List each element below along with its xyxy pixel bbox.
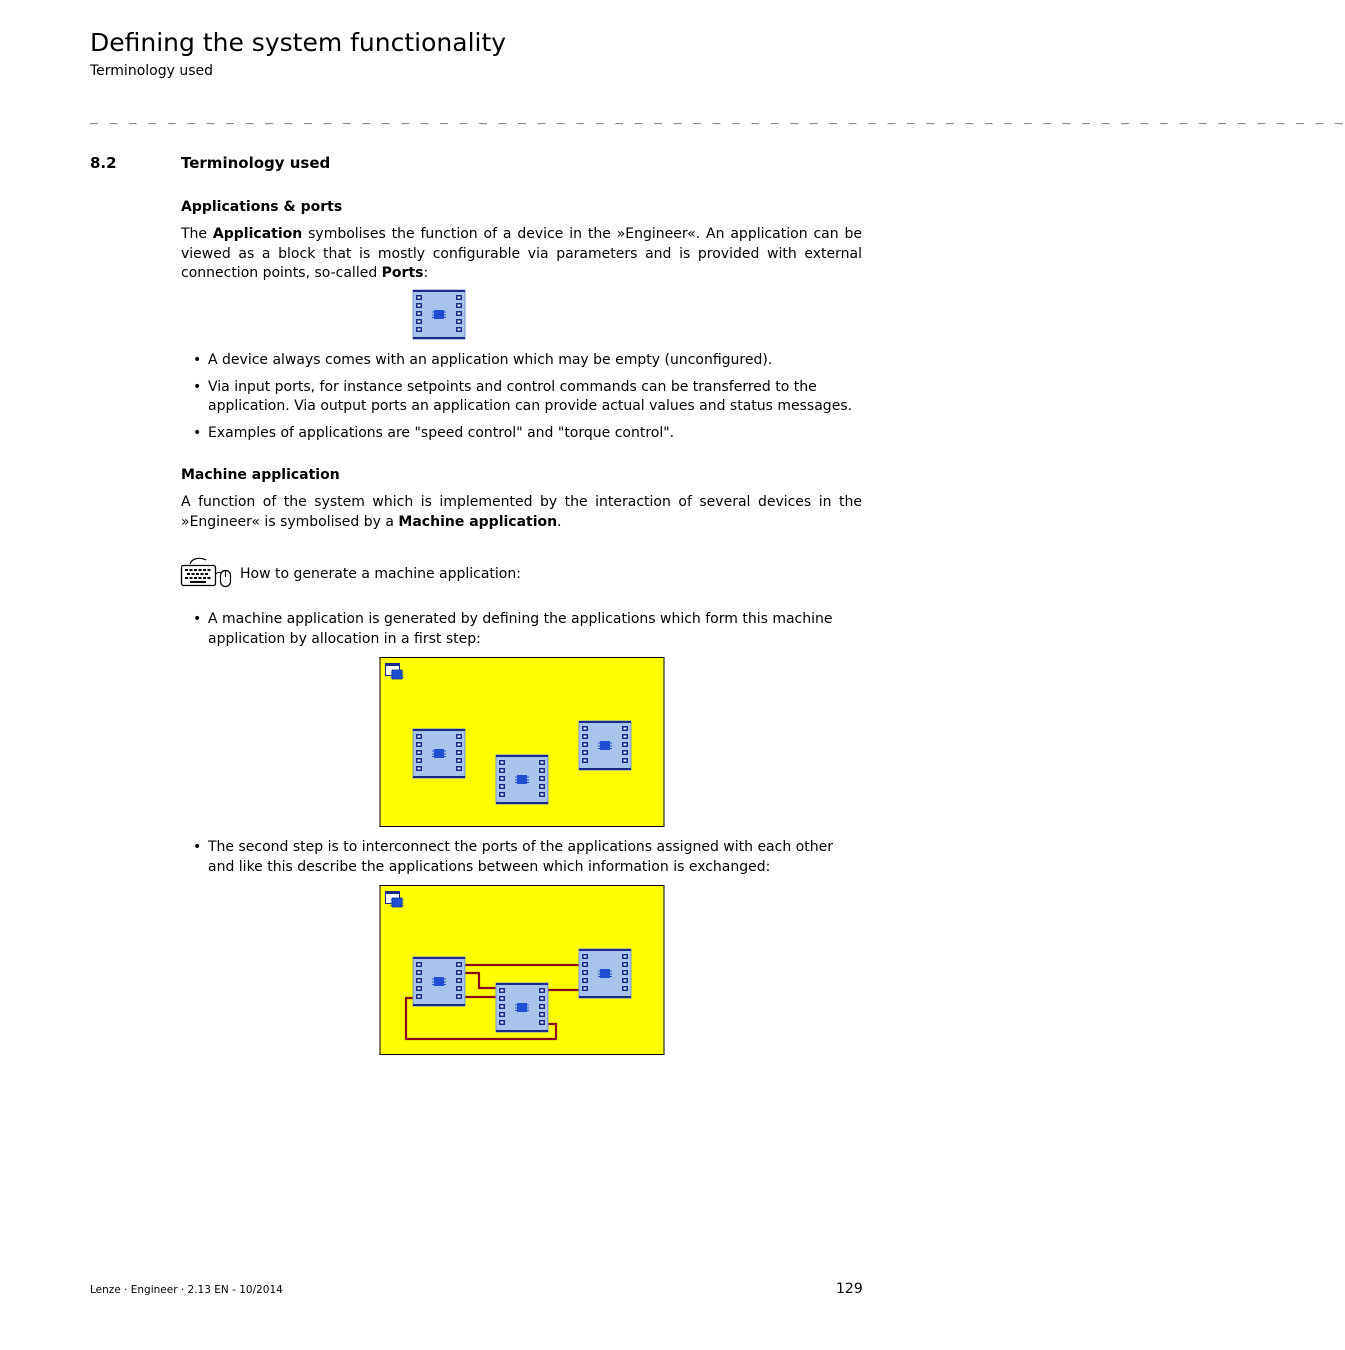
machine-application-paragraph: A function of the system which is implemented by the interaction of several devices in the »Engineer« is symbolised by a Machine application. bbox=[181, 494, 862, 530]
page-number: 129 bbox=[836, 1281, 863, 1297]
how-to-instruction: How to generate a machine application: bbox=[240, 566, 521, 582]
list-item: • A device always comes with an application which may be empty (unconfigured). bbox=[193, 351, 863, 371]
applications-paragraph: The Application symbolises the function of a device in the »Engineer«. An application can be viewed as a block that is mostly configurable via parameters and is provided with external connection points, so-called Ports: bbox=[181, 226, 862, 281]
application-block-icon bbox=[496, 755, 548, 804]
application-block-icon bbox=[413, 957, 465, 1006]
list-item: • Examples of applications are "speed control" and "torque control". bbox=[193, 424, 863, 444]
page-header-title: Defining the system functionality bbox=[90, 28, 507, 57]
machine-step2-list bbox=[193, 838, 863, 877]
keyboard-mouse-icon bbox=[180, 556, 234, 590]
application-block-icon bbox=[579, 949, 631, 998]
section-number: 8.2 bbox=[90, 154, 117, 172]
machine-step1-list bbox=[193, 610, 863, 649]
list-item: • A machine application is generated by defining the applications which form this machine application by allocation in a first step: bbox=[193, 610, 863, 649]
applications-bullet-list bbox=[193, 351, 863, 443]
header-divider: _ _ _ _ _ _ _ _ _ _ _ _ _ _ _ _ _ _ _ _ _ _ _ _ _ _ _ _ _ _ _ _ _ _ _ _ _ _ _ _ _ _ _ _ _ _ _ _ _ _ _ _ _ _ _ _ _ _ _ _ _ _ _ _ _ bbox=[90, 110, 1345, 125]
footer-document-info: Lenze · Engineer · 2.13 EN - 10/2014 bbox=[90, 1284, 283, 1296]
application-block-icon bbox=[413, 729, 465, 778]
machine-application-figure-connected bbox=[378, 884, 668, 1058]
page-header-subtitle: Terminology used bbox=[90, 63, 214, 79]
section-title: Terminology used bbox=[181, 154, 331, 172]
application-block-icon bbox=[496, 983, 548, 1032]
list-item: • The second step is to interconnect the ports of the applications assigned with each other and like this describe the applications between which information is exchanged: bbox=[193, 838, 863, 877]
machine-application-heading: Machine application bbox=[181, 467, 340, 483]
list-item: • Via input ports, for instance setpoints and control commands can be transferred to the application. Via output ports an application can provide actual values and status messages. bbox=[193, 378, 863, 417]
applications-heading: Applications & ports bbox=[181, 199, 343, 215]
application-block-icon bbox=[410, 288, 470, 344]
application-block-icon bbox=[579, 721, 631, 770]
machine-application-figure-unconnected bbox=[378, 656, 668, 830]
